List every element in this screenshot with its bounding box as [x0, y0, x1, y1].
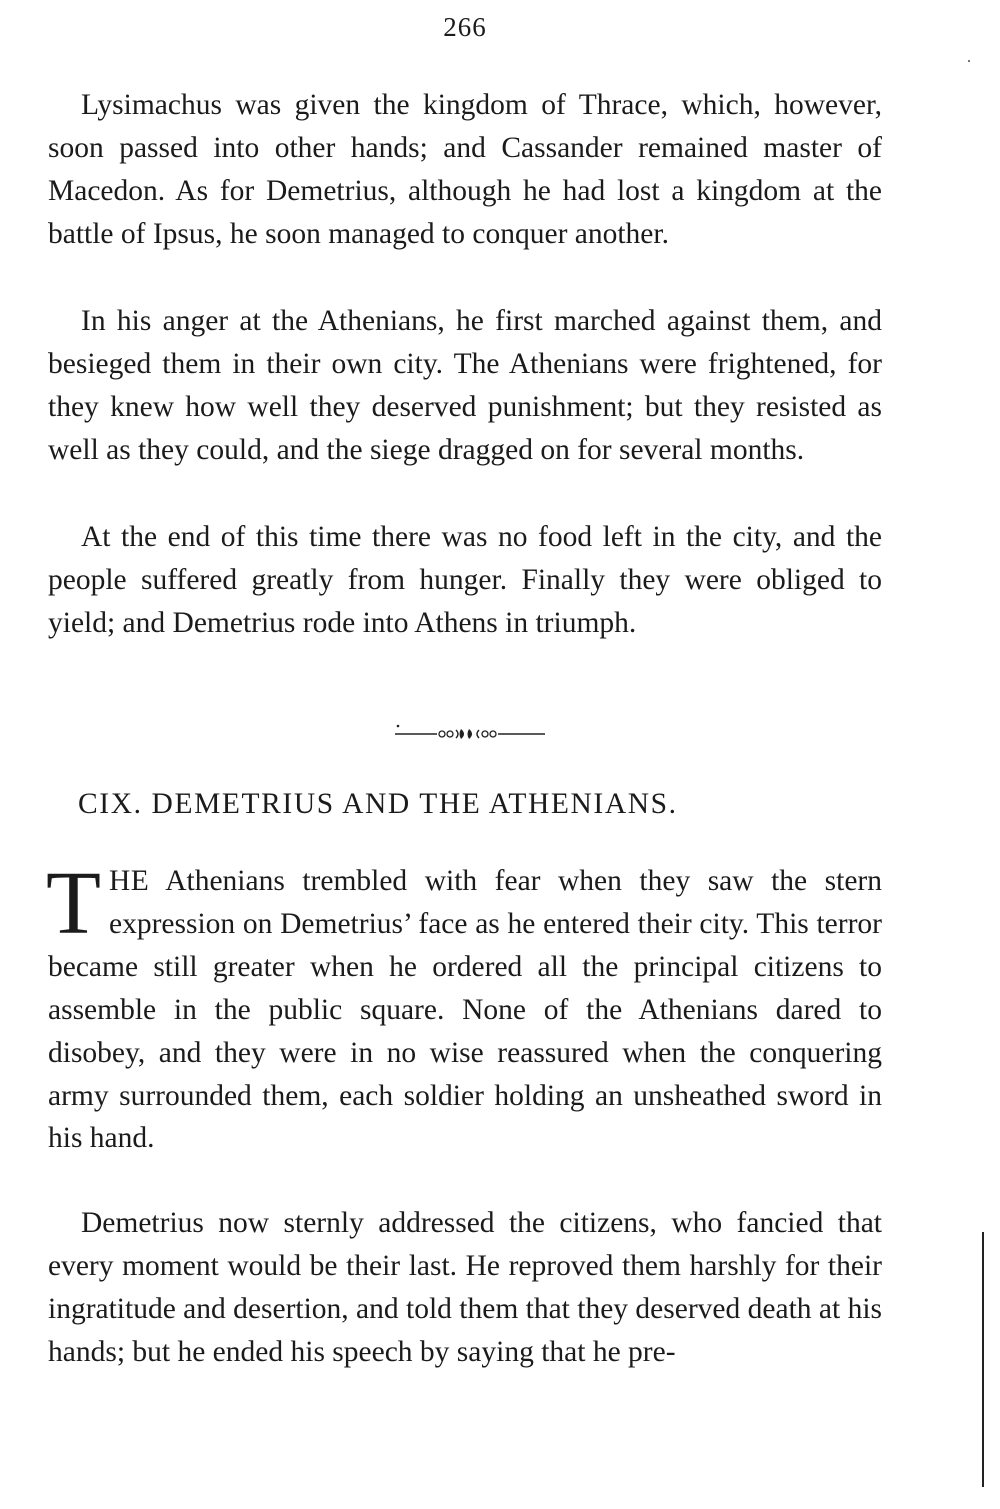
- chapter-paragraph-2: Demetrius now sternly addressed the citizens, who fancied that every moment would be their last. He reproved them harshly for their ingratitude and desertion, and told them that they deserved death at his hands; but he ended his speech by saying that he pre-: [48, 1207, 882, 1368]
- paragraph-1: Lysimachus was given the kingdom of Thrace, which, however, soon passed into other hands; and Cassander remained master of Macedon. As for Demetrius, although he had lost a kingdom at the battle of Ipsus, he soon managed to conquer another.: [48, 89, 882, 250]
- scan-speck: [968, 60, 970, 62]
- chapter-paragraph-1: [46, 854, 882, 1160]
- first-word-rest: HE: [108, 865, 150, 897]
- section-divider-ornament: [393, 718, 549, 746]
- chapter-heading: CIX. DEMETRIUS AND THE ATHENIANS.: [78, 788, 678, 820]
- scan-edge-line: [982, 1232, 984, 1487]
- paragraph-2: In his anger at the Athenians, he first marched against them, and besieged them in their own city. The Athenians were frightened, for they knew how well they deserved punishment; but they resisted as well as they could, and the siege dragged on for several months.: [48, 305, 882, 466]
- chapter-paragraph-1-text: Athenians trembled with fear when they saw the stern expression on Demetrius’ face as he entered their city. This terror became still greater when he ordered all the principal citizens to assemble in the public square. None of the Athenians dared to disobey, and they were in no wise reassured when the conquering army surrounded them, each soldier holding an unsheathed sword in his hand.: [48, 865, 882, 1155]
- page-number: 266: [443, 12, 487, 42]
- paragraph-3: At the end of this time there was no food left in the city, and the people suffered greatly from hunger. Finally they were obliged to yield; and Demetrius rode into Athens in triumph.: [48, 521, 882, 639]
- drop-cap: T: [46, 854, 101, 953]
